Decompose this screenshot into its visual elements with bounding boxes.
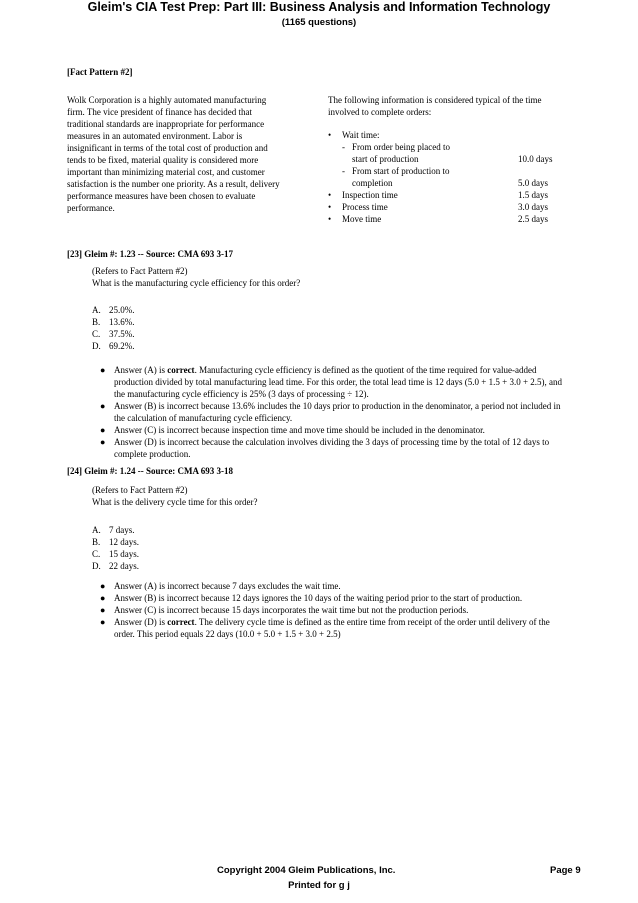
stem-line: What is the delivery cycle time for this order? (92, 497, 258, 507)
choice-text: 37.5%. (109, 329, 135, 339)
subitem-label: completion (352, 178, 393, 188)
choice-text: 25.0%. (109, 305, 135, 315)
choice-letter: A. (92, 525, 101, 535)
list-subitem-cont (328, 153, 568, 165)
answer-explanations (100, 364, 568, 460)
explanation-text: Answer (B) is incorrect because 12 days ignores the 10 days of the waiting period prior to the start of production. (114, 593, 523, 603)
list-subitem (328, 165, 568, 177)
dash-icon: - (342, 142, 345, 152)
choice-a[interactable] (92, 304, 135, 316)
bullet-icon: ● (100, 425, 106, 435)
subitem-label: From order being placed to (352, 142, 450, 152)
bullet-icon: ● (100, 437, 106, 447)
list-item (328, 201, 568, 213)
choice-c[interactable] (92, 328, 135, 340)
item-value: 1.5 days (518, 190, 548, 200)
explanation-text: Answer (B) is incorrect because 13.6% includes the 10 days prior to production in the denominator, a period not included in the calculation of manufacturing cycle efficiency. (114, 401, 561, 423)
subitem-value: 10.0 days (518, 154, 553, 164)
explanation-item (100, 604, 568, 616)
list-subitem-cont (328, 177, 568, 189)
correct-label: correct (167, 617, 195, 627)
page-title: Gleim's CIA Test Prep: Part III: Business Analysis and Information Technology (87, 0, 551, 14)
explanation-item (100, 580, 568, 592)
item-label: Move time (342, 214, 382, 224)
text-line: satisfaction is the number one priority. As a result, delivery (67, 179, 280, 189)
text-line: Wolk Corporation is a highly automated manufacturing (67, 95, 267, 105)
bullet-icon: ● (100, 365, 106, 375)
bullet-icon: ● (100, 401, 106, 411)
item-value: 2.5 days (518, 214, 548, 224)
correct-label: correct (167, 365, 195, 375)
bullet-icon: • (328, 214, 332, 224)
question-count: (1165 questions) (281, 17, 357, 28)
item-label: Process time (342, 202, 388, 212)
list-item (328, 189, 568, 201)
bullet-icon: ● (100, 605, 106, 615)
explanation-item (100, 424, 568, 436)
explanation-item (100, 400, 568, 424)
choice-text: 7 days. (109, 525, 135, 535)
stem-line: What is the manufacturing cycle efficiency for this order? (92, 278, 301, 288)
stem-line: (Refers to Fact Pattern #2) (92, 485, 188, 495)
intro-line: involved to complete orders: (328, 107, 432, 117)
choice-letter: A. (92, 305, 101, 315)
list-subitem (328, 141, 568, 153)
explanation-text: Answer (A) is (114, 365, 168, 375)
choice-text: 13.6%. (109, 317, 135, 327)
answer-explanations (100, 580, 568, 640)
explanation-text: . Manufacturing cycle efficiency is defined as the quotient of the time required for value-added production divided by total manufacturing lead time. For this order, the total lead time is 12 days (5.0 + 1.5 + 3.0 + 2.5), and the manufacturing cycle efficiency is 25% (3 days of processing ÷ 12). (114, 365, 563, 399)
explanation-item (100, 616, 568, 640)
question-stem (92, 265, 552, 289)
text-line: firm. The vice president of finance has decided that (67, 107, 253, 117)
subitem-label: start of production (352, 154, 419, 164)
explanation-text: Answer (C) is incorrect because 15 days incorporates the wait time but not the production periods. (114, 605, 469, 615)
bullet-icon: ● (100, 617, 106, 627)
explanation-item (100, 364, 568, 400)
question-heading: [23] Gleim #: 1.23 -- Source: CMA 693 3-17 (67, 249, 234, 259)
choice-letter: C. (92, 329, 101, 339)
answer-choices (92, 304, 135, 352)
choice-text: 12 days. (109, 537, 139, 547)
list-item (328, 213, 568, 225)
explanation-text: Answer (D) is incorrect because the calculation involves dividing the 3 days of processing time by the total of 12 days to complete production. (114, 437, 550, 459)
choice-b[interactable] (92, 536, 139, 548)
choice-letter: D. (92, 561, 101, 571)
answer-choices (92, 524, 139, 572)
explanation-text: Answer (C) is incorrect because inspection time and move time should be included in the denominator. (114, 425, 485, 435)
intro-line: The following information is considered typical of the time (328, 95, 542, 105)
choice-d[interactable] (92, 560, 139, 572)
bullet-icon: ● (100, 593, 106, 603)
wait-time-label: Wait time: (342, 130, 380, 140)
choice-d[interactable] (92, 340, 135, 352)
text-line: tends to be fixed, material quality is considered more (67, 155, 259, 165)
question-heading: [24] Gleim #: 1.24 -- Source: CMA 693 3-18 (67, 466, 234, 476)
text-line: traditional standards are inappropriate for performance (67, 119, 265, 129)
text-line: measures in an automated environment. Labor is (67, 131, 243, 141)
time-list (328, 129, 568, 225)
text-line: performance measures have been chosen to evaluate (67, 191, 256, 201)
page-number: Page 9 (550, 865, 581, 876)
explanation-text: Answer (A) is incorrect because 7 days excludes the wait time. (114, 581, 341, 591)
question-stem (92, 484, 552, 508)
choice-b[interactable] (92, 316, 135, 328)
text-line: important than minimizing material cost, and customer (67, 167, 265, 177)
fact-pattern-label: [Fact Pattern #2] (67, 67, 133, 77)
choice-text: 22 days. (109, 561, 139, 571)
choice-c[interactable] (92, 548, 139, 560)
subitem-label: From start of production to (352, 166, 450, 176)
text-line: performance. (67, 203, 115, 213)
printed-for: Printed for g j (288, 880, 350, 891)
bullet-icon: ● (100, 581, 106, 591)
copyright: Copyright 2004 Gleim Publications, Inc. (217, 865, 396, 876)
subitem-value: 5.0 days (518, 178, 548, 188)
bullet-icon: • (328, 190, 332, 200)
choice-letter: D. (92, 341, 101, 351)
choice-letter: C. (92, 549, 101, 559)
stem-line: (Refers to Fact Pattern #2) (92, 266, 188, 276)
dash-icon: - (342, 166, 345, 176)
fact-pattern-description (67, 94, 295, 214)
choice-letter: B. (92, 317, 101, 327)
choice-letter: B. (92, 537, 101, 547)
bullet-icon: • (328, 130, 332, 140)
choice-a[interactable] (92, 524, 139, 536)
explanation-item (100, 436, 568, 460)
choice-text: 69.2%. (109, 341, 135, 351)
explanation-text: . The delivery cycle time is defined as the entire time from receipt of the order until delivery of the order. This period equals 22 days (10.0 + 5.0 + 1.5 + 3.0 + 2.5) (114, 617, 550, 639)
choice-text: 15 days. (109, 549, 139, 559)
explanation-text: Answer (D) is (114, 617, 168, 627)
item-value: 3.0 days (518, 202, 548, 212)
list-item (328, 129, 568, 141)
item-label: Inspection time (342, 190, 398, 200)
time-data-panel (328, 94, 568, 225)
bullet-icon: • (328, 202, 332, 212)
explanation-item (100, 592, 568, 604)
text-line: insignificant in terms of the total cost of production and (67, 143, 268, 153)
